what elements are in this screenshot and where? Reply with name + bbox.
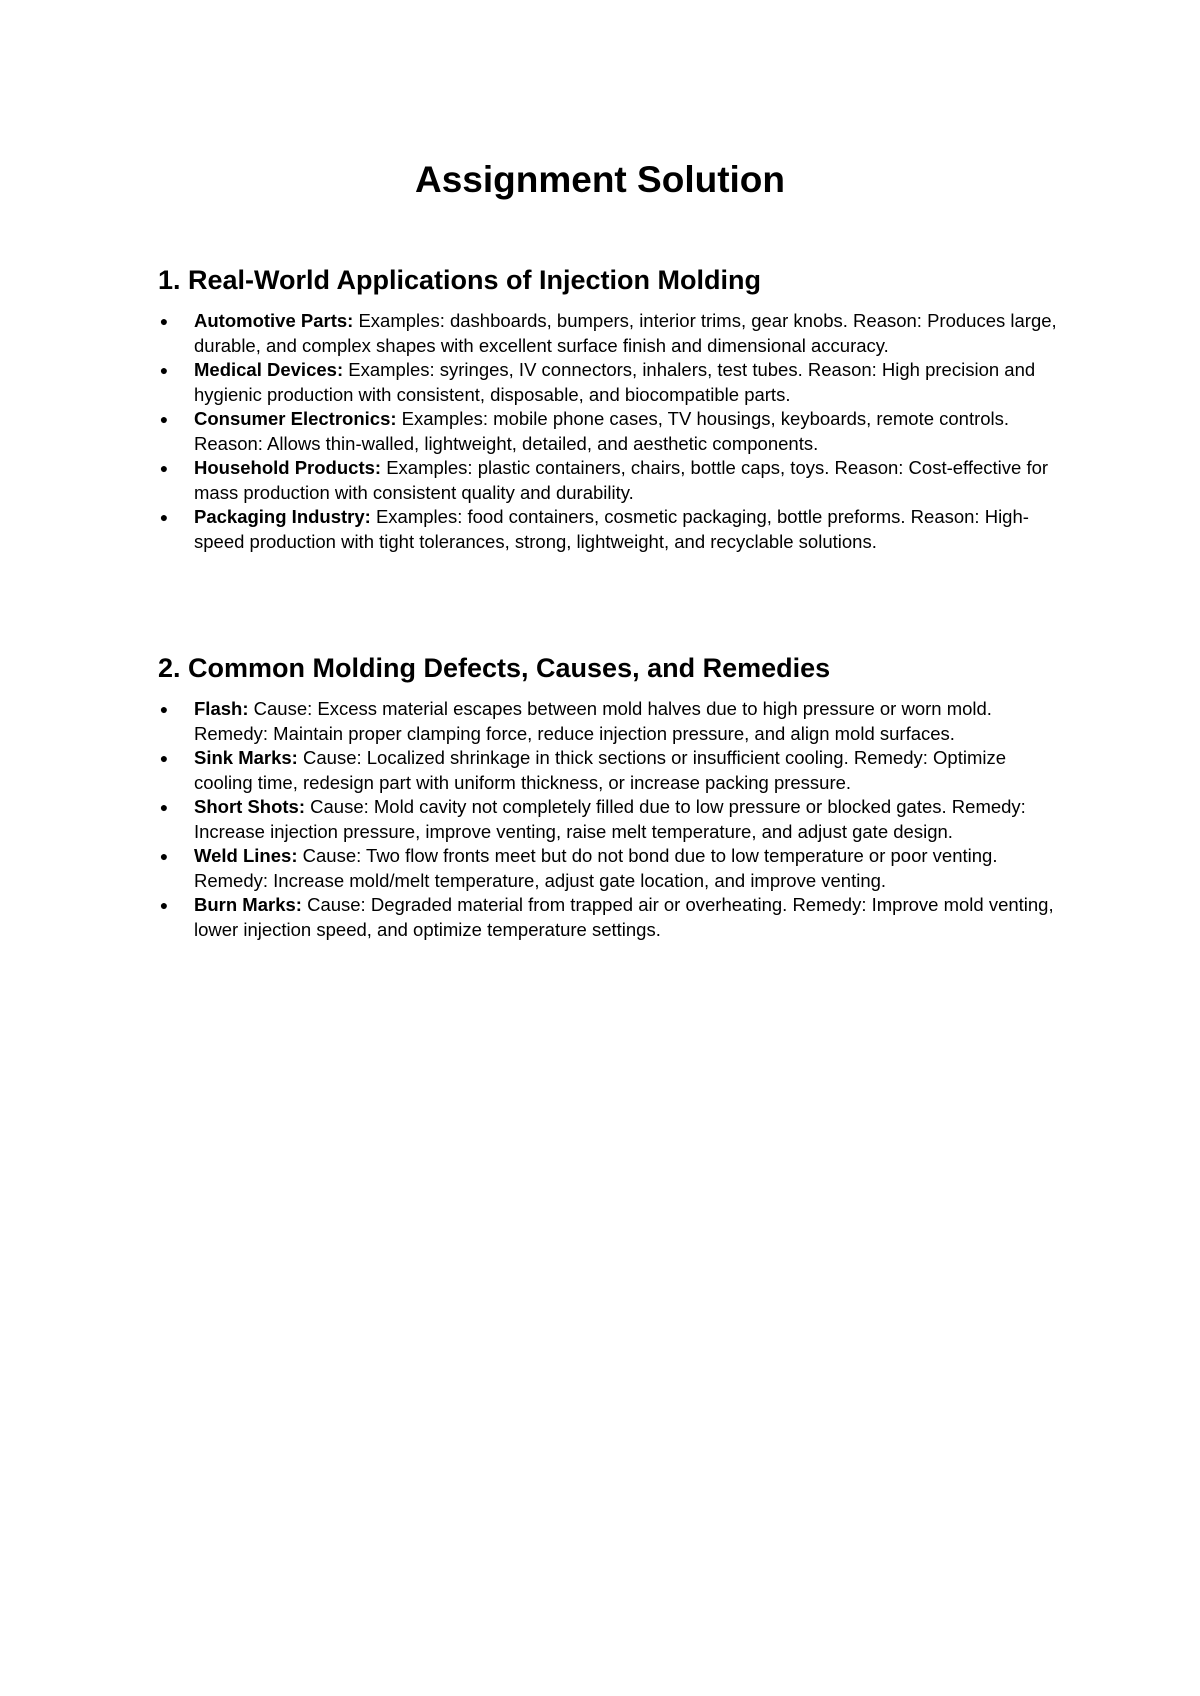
item-text: Examples: food containers, cosmetic packaging, bottle preforms. Reason: High-speed production with tight tolerances, strong, lightweight, and recyclable solutions.: [194, 506, 1029, 552]
list-item: [158, 358, 1058, 407]
item-label: Medical Devices:: [194, 359, 349, 380]
list-item: [158, 893, 1058, 942]
page-title: Assignment Solution: [415, 159, 785, 200]
item-text: Cause: Localized shrinkage in thick sections or insufficient cooling. Remedy: Optimize cooling time, redesign part with uniform thickness, or increase packing pressure.: [194, 747, 1006, 793]
bullet-icon: ●: [159, 750, 169, 766]
item-text: Examples: mobile phone cases, TV housings, keyboards, remote controls. Reason: Allows thin-walled, lightweight, detailed, and aesthetic components.: [194, 408, 1010, 454]
defects-list: [158, 697, 1058, 942]
bullet-icon: ●: [159, 701, 169, 717]
list-item: [158, 746, 1058, 795]
item-text: Cause: Two flow fronts meet but do not bond due to low temperature or poor venting. Remedy: Increase mold/melt temperature, adjust gate location, and improve venting.: [194, 845, 998, 891]
applications-list: [158, 309, 1058, 554]
bullet-icon: ●: [159, 313, 169, 329]
list-item: [158, 505, 1058, 554]
item-label: Weld Lines:: [194, 845, 303, 866]
bullet-icon: ●: [159, 799, 169, 815]
bullet-icon: ●: [159, 848, 169, 864]
item-label: Household Products:: [194, 457, 387, 478]
item-text: Cause: Mold cavity not completely filled due to low pressure or blocked gates. Remedy: Increase injection pressure, improve venting, raise melt temperature, and adjust gate design.: [194, 796, 1026, 842]
bullet-icon: ●: [159, 411, 169, 427]
list-item: [158, 309, 1058, 358]
item-text: Examples: dashboards, bumpers, interior trims, gear knobs. Reason: Produces large, durable, and complex shapes with excellent surface finish and dimensional accuracy.: [194, 310, 1057, 356]
bullet-icon: ●: [159, 897, 169, 913]
list-item: [158, 844, 1058, 893]
item-label: Automotive Parts:: [194, 310, 359, 331]
item-text: Cause: Degraded material from trapped air or overheating. Remedy: Improve mold venting, lower injection speed, and optimize temperature settings.: [194, 894, 1054, 940]
list-item: [158, 795, 1058, 844]
item-label: Short Shots:: [194, 796, 311, 817]
bullet-icon: ●: [159, 460, 169, 476]
item-text: Examples: syringes, IV connectors, inhalers, test tubes. Reason: High precision and hygienic production with consistent, disposable, and biocompatible parts.: [194, 359, 1036, 405]
item-label: Sink Marks:: [194, 747, 303, 768]
item-text: Cause: Excess material escapes between mold halves due to high pressure or worn mold. Remedy: Maintain proper clamping force, reduce injection pressure, and align mold surfaces.: [194, 698, 992, 744]
list-item: [158, 407, 1058, 456]
item-text: Examples: plastic containers, chairs, bottle caps, toys. Reason: Cost-effective for mass production with consistent quality and durability.: [194, 457, 1049, 503]
bullet-icon: ●: [159, 509, 169, 525]
item-label: Burn Marks:: [194, 894, 308, 915]
list-item: [158, 697, 1058, 746]
item-label: Flash:: [194, 698, 254, 719]
section-heading: 2. Common Molding Defects, Causes, and Remedies: [158, 653, 831, 683]
item-label: Consumer Electronics:: [194, 408, 402, 429]
item-label: Packaging Industry:: [194, 506, 376, 527]
section-defects: [158, 651, 1058, 942]
section-heading: 1. Real-World Applications of Injection Molding: [158, 265, 762, 295]
bullet-icon: ●: [159, 362, 169, 378]
section-applications: [158, 263, 1058, 554]
list-item: [158, 456, 1058, 505]
